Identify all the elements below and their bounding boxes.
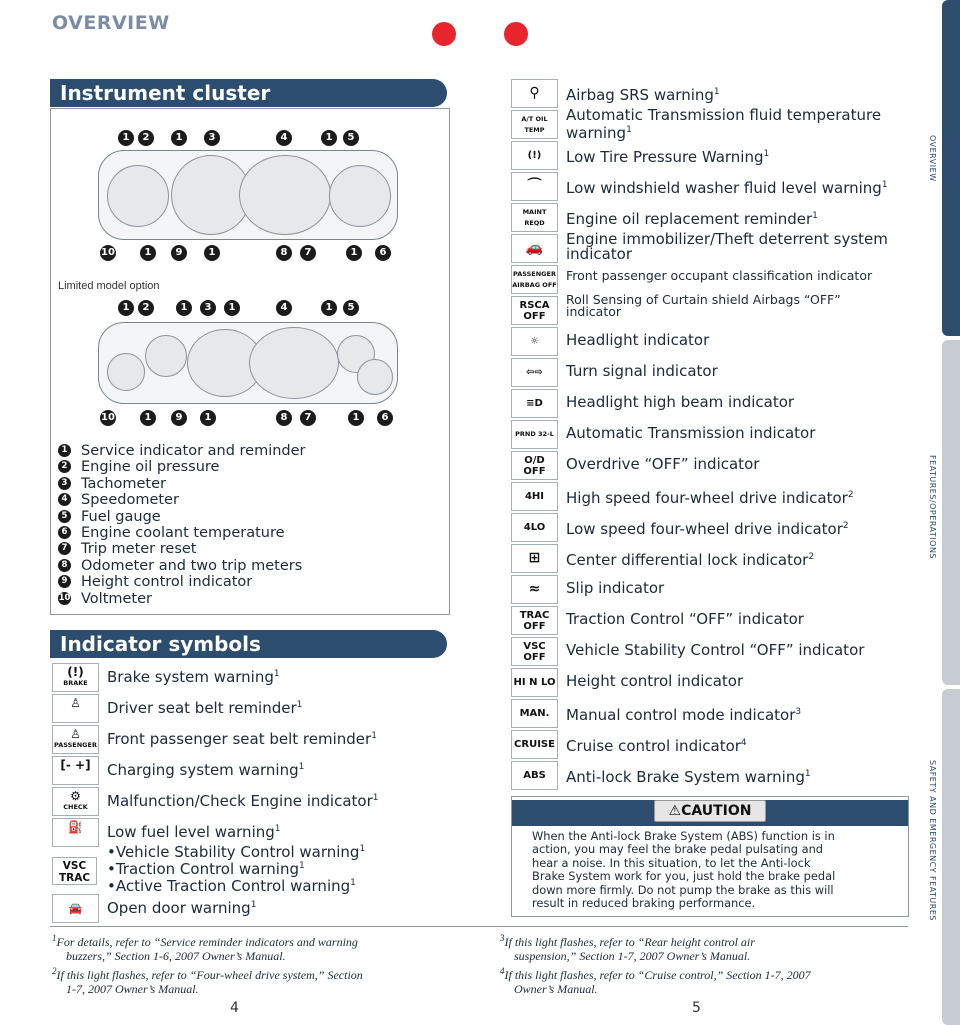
indicator-label: Automatic Transmission fluid temperature warning$^1$ [566, 106, 882, 142]
icon-glyph: O/D OFF [523, 454, 546, 477]
callout-number: 7 [300, 410, 316, 426]
icon-glyph: 🚗 [525, 240, 544, 256]
legend-item [58, 592, 438, 608]
icon-glyph: (!) [527, 150, 542, 161]
center-diff-lock-icon [511, 544, 558, 573]
callout-number: 1 [140, 410, 156, 426]
footnote [52, 931, 472, 963]
callout-number: 4 [276, 130, 292, 146]
maint-reqd-icon [511, 203, 558, 232]
icon-glyph: CRUISE [514, 739, 555, 750]
immobilizer-icon [511, 234, 558, 263]
callout-number: 1 [204, 245, 220, 261]
indicator-label: Low fuel level warning$^1$ [107, 823, 281, 841]
legend-item [58, 493, 438, 509]
od-off-icon [511, 451, 558, 480]
icon-glyph: 4LO [523, 522, 546, 533]
high-beam-icon [511, 389, 558, 418]
vsc-warning-line: •Active Traction Control warning$^1$ [107, 877, 356, 895]
vsc-warning-line: •Vehicle Stability Control warning$^1$ [107, 843, 366, 861]
caution-box [511, 796, 909, 917]
indicator-label: Overdrive “OFF” indicator [566, 455, 760, 473]
tab-safety-emergency[interactable] [942, 689, 960, 1025]
indicator-label: Traction Control “OFF” indicator [566, 610, 804, 628]
at-oil-temp-icon [511, 110, 558, 139]
indicator-label: Low Tire Pressure Warning$^1$ [566, 148, 770, 166]
callout-number: 9 [171, 410, 187, 426]
indicator-label: Roll Sensing of Curtain shield Airbags “OFF” indicator [566, 292, 841, 319]
legend-number: 8 [58, 559, 71, 572]
trac-off-icon [511, 606, 558, 635]
icon-glyph: ⚙ [70, 789, 81, 803]
tab-overview-label: OVERVIEW [928, 135, 937, 182]
icon-glyph: ⚲ [529, 85, 540, 101]
indicator-label: High speed four-wheel drive indicator$^2$ [566, 489, 854, 507]
indicator-label: Low windshield washer fluid level warning$^1$ [566, 179, 888, 197]
icon-caption: CHECK [63, 803, 88, 811]
icon-glyph: ♙ [70, 696, 81, 710]
prnd-icon [511, 420, 558, 449]
legend-number: 5 [58, 510, 71, 523]
callout-number: 5 [343, 300, 359, 316]
indicator-label: Turn signal indicator [566, 362, 718, 380]
gauge-left [107, 165, 169, 227]
footnote-divider [50, 926, 908, 927]
abs-icon [511, 761, 558, 790]
indicator-label: Driver seat belt reminder$^1$ [107, 699, 303, 717]
indicator-label: Airbag SRS warning$^1$ [566, 86, 720, 104]
footnote-line: $^4$If this light flashes, refer to “Cruise control,” Section 1-7, 2007 [500, 966, 811, 982]
caution-line: Brake System work for you, just hold the brake pedal [532, 869, 836, 884]
caution-line: down more firmly. Do not pump the brake as this will [532, 882, 834, 897]
callout-number: 1 [321, 130, 337, 146]
slip-icon [511, 575, 558, 604]
legend-text: Engine coolant temperature [81, 525, 285, 541]
headlight-icon [511, 327, 558, 356]
callout-number: 3 [200, 300, 216, 316]
tab-safety-label: SAFETY AND EMERGENCY FEATURES [928, 760, 937, 921]
cluster-limited-image [98, 322, 398, 404]
caution-header [512, 800, 908, 826]
callout-number: 5 [343, 130, 359, 146]
callout-number: 9 [171, 245, 187, 261]
caution-text [512, 826, 908, 910]
footnote-line: suspension,” Section 1-7, 2007 Owner’s Manual. [514, 949, 751, 963]
vsc-off-icon [511, 637, 558, 666]
icon-glyph: RSCA OFF [519, 299, 550, 322]
open-door-icon: 🚘 [52, 894, 99, 923]
footnotes-right [500, 931, 910, 997]
icon-glyph: [- +] [60, 758, 91, 772]
page-number-right: 5 [692, 1000, 701, 1016]
indicator-label: Center differential lock indicator$^2$ [566, 551, 815, 569]
callout-number: 3 [204, 130, 220, 146]
indicator-label: Headlight indicator [566, 331, 710, 349]
legend-text: Engine oil pressure [81, 459, 220, 476]
indicator-label: Anti-lock Brake System warning$^1$ [566, 768, 811, 786]
callout-number: 6 [375, 245, 391, 261]
battery-icon [52, 756, 99, 785]
vsc-trac-icon: VSC TRAC [52, 857, 97, 885]
gauge-small-right [357, 359, 393, 395]
washer-fluid-icon [511, 172, 558, 201]
indicator-label: Front passenger seat belt reminder$^1$ [107, 730, 377, 748]
icon-glyph: PRND 32-L [515, 430, 554, 438]
legend-number: 6 [58, 526, 71, 539]
icon-glyph: ≈ [528, 581, 541, 597]
legend-text: Trip meter reset [81, 541, 197, 558]
icon-glyph: ABS [523, 770, 546, 781]
icon-glyph: TRAC OFF [519, 609, 550, 632]
fuel-pump-icon [52, 818, 99, 847]
callout-number: 6 [377, 410, 393, 426]
legend-item [58, 460, 438, 476]
callout-number: 1 [321, 300, 337, 316]
caution-line: action, you may feel the brake pedal pulsating and [532, 842, 824, 857]
legend-number: 3 [58, 477, 71, 490]
gauge-small-2 [145, 335, 187, 377]
tab-features-label: FEATURES/OPERATIONS [928, 455, 937, 560]
indicator-label: Cruise control indicator$^4$ [566, 737, 747, 755]
brake-warning-icon [52, 663, 99, 692]
seat-belt-icon [52, 694, 99, 723]
footnote-line: Owner’s Manual. [514, 982, 598, 996]
cluster-standard-image [98, 150, 398, 240]
footnote-line: buzzers,” Section 1-6, 2007 Owner’s Manual. [66, 949, 286, 963]
passenger-airbag-off-icon [511, 265, 558, 294]
legend-number: 1 [58, 444, 71, 457]
legend-item [58, 477, 438, 493]
legend-number: 10 [58, 592, 71, 603]
callout-number: 8 [276, 245, 292, 261]
icon-glyph: PASSENGER AIRBAG OFF [512, 269, 557, 289]
callout-number: 1 [118, 130, 134, 146]
legend-number: 9 [58, 575, 71, 588]
icon-glyph: ⌒ [527, 178, 542, 194]
footnotes-left [52, 931, 472, 997]
footnote [52, 964, 472, 996]
icon-glyph: MAN. [519, 708, 550, 719]
gauge-speedometer-2 [249, 327, 339, 399]
icon-glyph: ♙ [70, 727, 81, 741]
callout-number: 4 [276, 300, 292, 316]
callout-number: 1 [224, 300, 240, 316]
open-door-label: Open door warning$^1$ [107, 899, 257, 917]
4hi-icon [511, 482, 558, 511]
indicator-label: Malfunction/Check Engine indicator$^1$ [107, 792, 379, 810]
turn-signal-icon [511, 358, 558, 387]
indicator-label: Front passenger occupant classification indicator [566, 268, 873, 283]
footnote [500, 931, 910, 963]
tire-pressure-icon [511, 141, 558, 170]
legend-item [58, 444, 438, 460]
gauge-right [329, 165, 391, 227]
indicator-label: Automatic Transmission indicator [566, 424, 816, 442]
icon-glyph: ⊞ [528, 550, 541, 566]
legend-number: 2 [58, 460, 71, 473]
icon-glyph: ⇦⇨ [526, 367, 543, 378]
icon-glyph: HI N LO [513, 677, 556, 688]
man-icon [511, 699, 558, 728]
callout-number: 2 [138, 130, 154, 146]
rsca-off-icon [511, 296, 558, 325]
indicator-label: Vehicle Stability Control “OFF” indicator [566, 641, 865, 659]
icon-glyph: 4HI [524, 491, 545, 502]
footnote-line: $^3$If this light flashes, refer to “Rear height control air [500, 933, 755, 949]
legend-text: Height control indicator [81, 574, 253, 591]
icon-glyph: VSC OFF [523, 640, 546, 663]
callout-number: 7 [300, 245, 316, 261]
indicator-label: Manual control mode indicator$^3$ [566, 706, 802, 724]
red-dot-decoration [432, 22, 456, 46]
icon-glyph: ⛽ [68, 820, 83, 834]
vsc-warning-line: •Traction Control warning$^1$ [107, 860, 305, 878]
legend-item [58, 542, 438, 558]
icon-glyph: (!) [67, 665, 84, 679]
passenger-belt-icon [52, 725, 99, 754]
footnote-line: $^2$If this light flashes, refer to “Four-wheel drive system,” Section [52, 966, 363, 982]
height-control-icon [511, 668, 558, 697]
legend-text: Voltmeter [81, 590, 152, 607]
4lo-icon [511, 513, 558, 542]
legend-item [58, 559, 438, 575]
indicator-label: Slip indicator [566, 579, 665, 597]
gauge-speedometer [239, 155, 331, 235]
legend-item [58, 575, 438, 591]
indicator-label: Brake system warning$^1$ [107, 668, 280, 686]
legend-number: 4 [58, 493, 71, 506]
icon-caption: PASSENGER [54, 741, 97, 749]
indicator-symbols-header: Indicator symbols [50, 630, 447, 658]
caution-label: ⚠CAUTION [654, 800, 766, 822]
footnote-line: $^1$For details, refer to “Service reminder indicators and warning [52, 933, 358, 949]
indicator-label: Charging system warning$^1$ [107, 761, 305, 779]
tab-overview[interactable] [942, 0, 960, 336]
legend-text: Speedometer [81, 492, 179, 509]
callout-number: 1 [348, 410, 364, 426]
red-dot-decoration [504, 22, 528, 46]
callout-number: 8 [276, 410, 292, 426]
legend-item [58, 510, 438, 526]
icon-glyph: ≡D [526, 398, 543, 409]
indicator-label: Low speed four-wheel drive indicator$^2$ [566, 520, 849, 538]
callout-number: 1 [118, 300, 134, 316]
caution-line: When the Anti-lock Brake System (ABS) function is in [532, 829, 835, 843]
page-number-left: 4 [230, 1000, 239, 1016]
callout-number: 1 [346, 245, 362, 261]
icon-glyph: A/T OIL TEMP [521, 114, 548, 134]
check-engine-icon [52, 787, 99, 816]
icon-glyph: MAINT REQD [522, 207, 547, 227]
legend-text: Odometer and two trip meters [81, 557, 303, 574]
legend-text: Service indicator and reminder [81, 443, 306, 459]
indicator-label: Headlight high beam indicator [566, 393, 795, 411]
callout-number: 2 [138, 300, 154, 316]
indicator-label: Engine oil replacement reminder$^1$ [566, 210, 818, 228]
icon-glyph: ☼ [530, 336, 539, 347]
callout-number: 1 [176, 300, 192, 316]
icon-caption: BRAKE [63, 679, 88, 687]
tab-features-operations[interactable] [942, 340, 960, 685]
callout-number: 1 [140, 245, 156, 261]
callout-number: 1 [200, 410, 216, 426]
legend-number: 7 [58, 542, 71, 555]
cruise-icon [511, 730, 558, 759]
instrument-cluster-header: Instrument cluster [50, 79, 447, 107]
caution-line: result in reduced braking performance. [532, 896, 756, 911]
callout-number: 1 [171, 130, 187, 146]
footnote-line: 1-7, 2007 Owner’s Manual. [66, 982, 199, 996]
legend-text: Tachometer [81, 475, 166, 492]
page-title: OVERVIEW [52, 12, 170, 34]
callout-number: 10 [100, 245, 116, 261]
gauge-small-left [107, 353, 145, 391]
indicator-label: Engine immobilizer/Theft deterrent system indicator [566, 230, 888, 263]
footnote [500, 964, 910, 996]
indicator-label: Height control indicator [566, 672, 744, 690]
limited-model-label: Limited model option [58, 280, 160, 292]
callout-number: 10 [100, 410, 116, 426]
caution-line: hear a noise. In this situation, to let the Anti-lock [532, 855, 811, 870]
legend-text: Fuel gauge [81, 508, 161, 525]
legend-item [58, 526, 438, 542]
airbag-icon [511, 79, 558, 108]
